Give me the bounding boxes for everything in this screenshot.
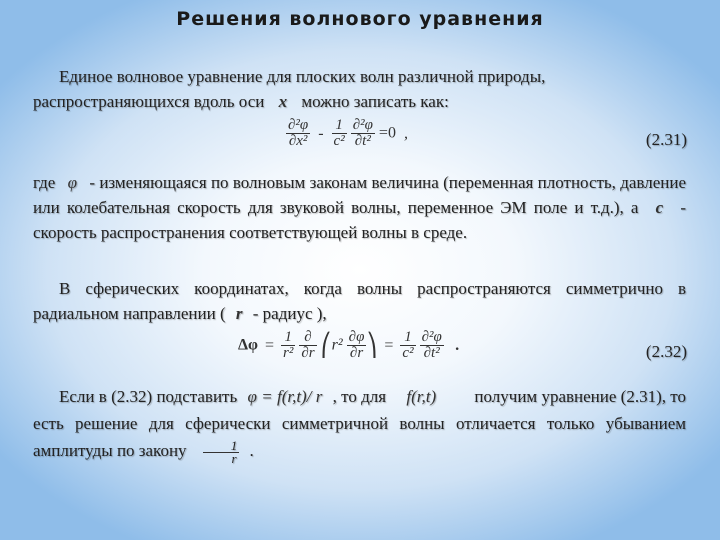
- eq2-dt2: ∂t²: [423, 345, 440, 361]
- law-denominator: r: [231, 450, 237, 466]
- eq1-minus: -: [318, 124, 324, 142]
- eq2-d: ∂: [299, 330, 316, 346]
- page-title: Решения волнового уравнения: [176, 8, 544, 30]
- where-text-b: - изменяющаяся по волновым законам величина (переменная плотность, давление или колебательная скорость для звуковой волны, переменное ЭМ поле и т.д.), а: [33, 173, 687, 217]
- frac-1-r2: [281, 330, 295, 361]
- subst-formula: φ = f(r,t)/ r: [247, 387, 323, 406]
- eq1-equals-zero: =0: [378, 124, 396, 142]
- equation-2-32: [238, 330, 460, 361]
- eq2-r2: r²: [283, 345, 294, 361]
- subst-period: .: [249, 441, 254, 460]
- eq1-numerator-2: ∂²φ: [352, 117, 373, 133]
- subst-text-a: Если в (2.32) подставить: [59, 387, 238, 406]
- frac-dphi-dr: [347, 330, 367, 361]
- equation-2-31: [286, 118, 408, 149]
- intro-text-c: можно записать как:: [301, 92, 449, 111]
- subst-text-b: , то для: [332, 387, 387, 406]
- f-rt-symbol: f(r,t): [406, 387, 437, 406]
- eq1-comma: ,: [403, 124, 408, 142]
- c-symbol: c: [655, 198, 664, 217]
- eq2-r2-inner: r²: [331, 336, 343, 354]
- eq2-d2phi: ∂²φ: [421, 329, 442, 345]
- phi-symbol: φ: [67, 173, 78, 192]
- eq2-one: 1: [281, 330, 295, 346]
- law-numerator: 1: [203, 440, 240, 453]
- frac-1-c2: [332, 118, 347, 149]
- x-symbol: x: [278, 92, 288, 111]
- r-symbol: r: [235, 304, 243, 323]
- law-1-over-r: [203, 437, 240, 466]
- spherical-text-b: - радиус ),: [252, 304, 327, 323]
- frac-1-c2-b: [400, 330, 415, 361]
- intro-line-2-prefix: [33, 89, 449, 114]
- subst-text-c: получим уравнение (2.31), то есть решение для сферически симметричной волны отличается только убыванием амплитуды по закону: [33, 387, 686, 460]
- paragraph-intro: [33, 64, 686, 114]
- frac-d2phi-dt2: [351, 118, 375, 149]
- frac-d2phi-dt2-b: [420, 330, 444, 361]
- intro-text-b: распространяющихся вдоль оси: [33, 92, 265, 111]
- eq2-bracket-close: ⎞: [366, 332, 378, 358]
- eq2-one-b: 1: [400, 330, 415, 346]
- eq1-one: 1: [332, 118, 347, 134]
- equation-number-2-32: (2.32): [645, 342, 687, 361]
- eq2-period: .: [455, 336, 460, 354]
- eq2-dr-2: ∂r: [349, 345, 364, 361]
- eq2-equals-2: =: [384, 336, 394, 354]
- equation-number-2-31: (2.31): [645, 130, 687, 149]
- eq2-dphi: ∂φ: [348, 329, 365, 345]
- paragraph-substitution: [33, 383, 686, 465]
- eq1-numerator: ∂²φ: [288, 117, 309, 133]
- where-text-a: где: [33, 173, 56, 192]
- eq2-laplacian: Δφ: [238, 336, 259, 354]
- eq1-c2: c²: [333, 133, 345, 149]
- eq2-bracket-open: ⎛: [320, 332, 332, 358]
- paragraph-spherical: [33, 276, 686, 326]
- frac-d2phi-dx2: [286, 118, 310, 149]
- intro-line-1: Единое волновое уравнение для плоских волн различной природы,: [59, 67, 546, 86]
- eq2-equals-1: =: [265, 336, 275, 354]
- spherical-text-a: В сферических координатах, когда волны распространяются симметрично в радиальном направлении (: [33, 279, 686, 323]
- paragraph-where: [33, 170, 686, 245]
- frac-d-dr: [299, 330, 316, 361]
- eq1-dt2: ∂t²: [354, 133, 371, 149]
- where-text-c: - скорость распространения соответствующей волны в среде.: [33, 198, 687, 242]
- eq2-c2: c²: [402, 345, 414, 361]
- eq2-dr: ∂r: [301, 345, 315, 361]
- eq1-denominator: ∂x²: [288, 133, 308, 149]
